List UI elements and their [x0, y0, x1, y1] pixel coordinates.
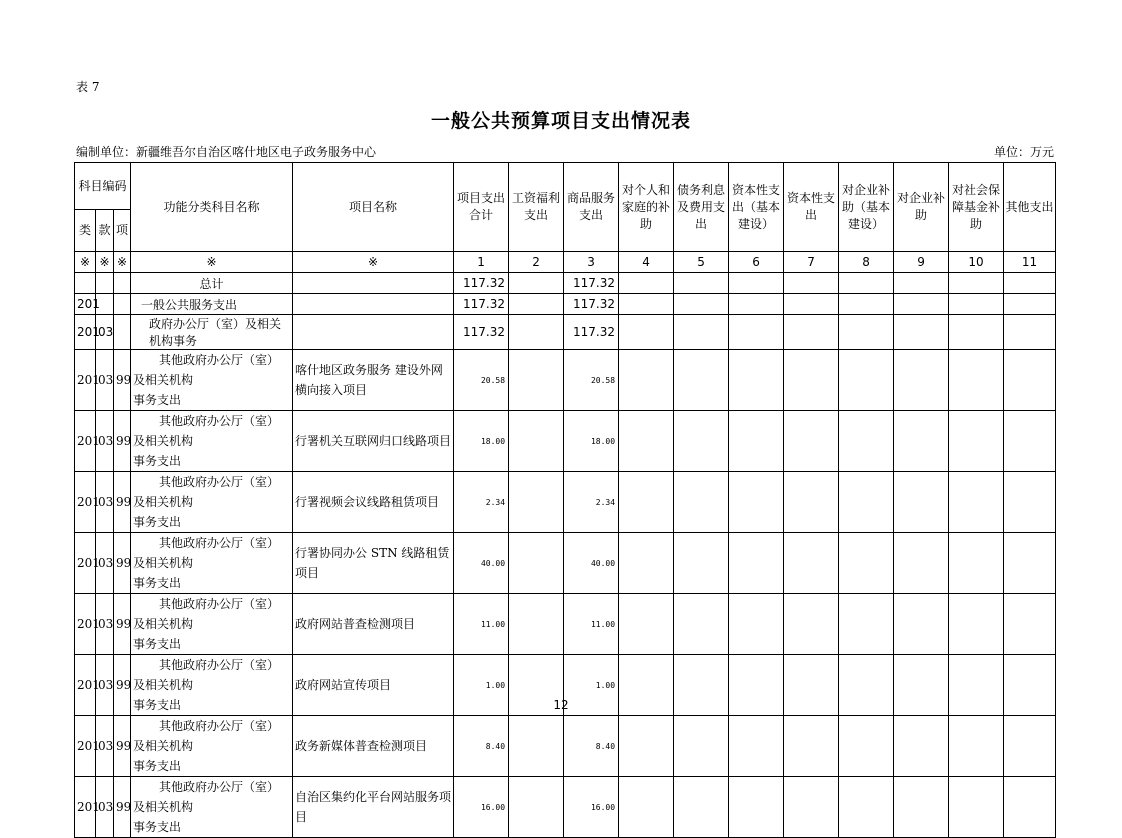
cell-empty [619, 315, 674, 350]
cell-empty [674, 273, 729, 294]
cell-goods: 2.34 [564, 472, 619, 533]
cell-empty [1004, 315, 1056, 350]
cell-empty [619, 533, 674, 594]
cell-empty [509, 594, 564, 655]
cell-func-name: 总计 [131, 273, 293, 294]
header-col-5: 债务利息及费用支出 [674, 163, 729, 252]
cell-total: 8.40 [454, 716, 509, 777]
num-cell: 6 [729, 252, 784, 273]
table-row-category [75, 294, 1056, 315]
num-cell: ※ [96, 252, 114, 273]
cell-empty [839, 716, 894, 777]
cell-empty [949, 533, 1004, 594]
table-row-item [75, 350, 1056, 411]
func-line-1: 其他政府办公厅（室）及相关机构 [133, 658, 280, 692]
cell-proj-name: 行署机关互联网归口线路项目 [293, 411, 454, 472]
cell-empty [784, 472, 839, 533]
cell-empty [839, 273, 894, 294]
cell-empty [839, 294, 894, 315]
cell-total: 18.00 [454, 411, 509, 472]
cell-empty [509, 294, 564, 315]
cell-empty [839, 472, 894, 533]
cell-lei: 201 [75, 594, 96, 655]
cell-kuan: 03 [96, 472, 114, 533]
num-cell: ※ [114, 252, 131, 273]
cell-empty [674, 777, 729, 838]
cell-empty [839, 777, 894, 838]
cell-empty [894, 594, 949, 655]
cell-empty [619, 411, 674, 472]
cell-empty [674, 411, 729, 472]
cell-kuan: 03 [96, 655, 114, 716]
header-col-7: 资本性支出 [784, 163, 839, 252]
cell-empty [894, 315, 949, 350]
cell-empty [674, 315, 729, 350]
cell-xiang: 99 [114, 716, 131, 777]
header-code-group: 科目编码 [75, 163, 131, 210]
header-col-11: 其他支出 [1004, 163, 1056, 252]
cell-empty [949, 315, 1004, 350]
cell-empty [784, 411, 839, 472]
cell-empty [509, 472, 564, 533]
header-lei: 类 [75, 210, 96, 252]
cell-kuan: 03 [96, 350, 114, 411]
func-line-1: 其他政府办公厅（室）及相关机构 [133, 780, 280, 814]
num-cell: ※ [75, 252, 96, 273]
cell-total: 20.58 [454, 350, 509, 411]
cell-empty [619, 472, 674, 533]
cell-empty [949, 594, 1004, 655]
cell-empty [674, 350, 729, 411]
cell-empty [784, 777, 839, 838]
cell-func-name [131, 533, 293, 594]
table-label: 表 7 [76, 80, 100, 94]
cell-empty [784, 533, 839, 594]
table-row-total [75, 273, 1056, 294]
cell-goods: 1.00 [564, 655, 619, 716]
header-func-name: 功能分类科目名称 [131, 163, 293, 252]
cell-proj-name: 行署协同办公 STN 线路租赁项目 [293, 533, 454, 594]
cell-func-name [131, 350, 293, 411]
num-cell: 9 [894, 252, 949, 273]
cell-empty [509, 716, 564, 777]
cell-total: 117.32 [454, 273, 509, 294]
cell-empty [949, 411, 1004, 472]
cell-empty [729, 533, 784, 594]
cell-goods: 20.58 [564, 350, 619, 411]
cell-proj-name: 自治区集约化平台网站服务项目 [293, 777, 454, 838]
cell-kuan: 03 [96, 716, 114, 777]
cell-lei: 201 [75, 472, 96, 533]
cell-empty [674, 472, 729, 533]
cell-total: 117.32 [454, 294, 509, 315]
cell-lei: 201 [75, 315, 96, 350]
cell-xiang: 99 [114, 350, 131, 411]
cell-empty [509, 533, 564, 594]
cell-total: 2.34 [454, 472, 509, 533]
cell-xiang [114, 273, 131, 294]
func-line-1: 其他政府办公厅（室）及相关机构 [133, 536, 280, 570]
cell-empty [674, 533, 729, 594]
num-cell: 3 [564, 252, 619, 273]
num-cell: 4 [619, 252, 674, 273]
cell-empty [839, 315, 894, 350]
cell-lei: 201 [75, 655, 96, 716]
table-row-item [75, 411, 1056, 472]
cell-empty [784, 350, 839, 411]
cell-goods: 16.00 [564, 777, 619, 838]
cell-func-name [131, 777, 293, 838]
cell-empty [674, 716, 729, 777]
cell-empty [509, 777, 564, 838]
cell-empty [729, 594, 784, 655]
cell-goods: 18.00 [564, 411, 619, 472]
cell-empty [949, 350, 1004, 411]
cell-empty [839, 350, 894, 411]
cell-empty [619, 777, 674, 838]
cell-total: 1.00 [454, 655, 509, 716]
page-number: 12 [553, 698, 569, 712]
cell-empty [894, 294, 949, 315]
cell-proj-name [293, 315, 454, 350]
cell-xiang: 99 [114, 533, 131, 594]
cell-kuan: 03 [96, 411, 114, 472]
cell-func-name [131, 594, 293, 655]
compiling-unit: 编制单位：新疆维吾尔自治区喀什地区电子政务服务中心 [76, 145, 377, 159]
cell-func-name [131, 411, 293, 472]
cell-empty [619, 350, 674, 411]
header-col-9: 对企业补助 [894, 163, 949, 252]
num-cell: ※ [293, 252, 454, 273]
cell-empty [729, 315, 784, 350]
cell-lei: 201 [75, 533, 96, 594]
cell-func-name: 一般公共服务支出 [131, 294, 293, 315]
cell-empty [839, 533, 894, 594]
table-row-section [75, 315, 1056, 350]
func-line-2: 事务支出 [133, 698, 182, 712]
num-cell: 2 [509, 252, 564, 273]
cell-total: 117.32 [454, 315, 509, 350]
cell-empty [894, 716, 949, 777]
cell-empty [509, 315, 564, 350]
currency-unit: 单位：万元 [993, 145, 1054, 159]
cell-total: 16.00 [454, 777, 509, 838]
cell-lei: 201 [75, 294, 96, 315]
cell-empty [729, 273, 784, 294]
cell-empty [1004, 411, 1056, 472]
cell-func-name [131, 472, 293, 533]
cell-empty [729, 472, 784, 533]
table-row-item [75, 777, 1056, 838]
table-row-item [75, 533, 1056, 594]
cell-total: 40.00 [454, 533, 509, 594]
num-cell: 7 [784, 252, 839, 273]
cell-lei: 201 [75, 350, 96, 411]
func-line-1: 其他政府办公厅（室）及相关机构 [133, 414, 280, 448]
cell-goods: 117.32 [564, 294, 619, 315]
page-title: 一般公共预算项目支出情况表 [430, 110, 691, 132]
cell-empty [1004, 294, 1056, 315]
cell-goods: 117.32 [564, 273, 619, 294]
cell-func-name: 政府办公厅（室）及相关机构事务 [131, 315, 293, 350]
cell-empty [729, 411, 784, 472]
num-cell: 8 [839, 252, 894, 273]
cell-empty [894, 273, 949, 294]
cell-empty [949, 716, 1004, 777]
cell-lei: 201 [75, 716, 96, 777]
num-cell: 11 [1004, 252, 1056, 273]
table-row-item [75, 594, 1056, 655]
num-cell: ※ [131, 252, 293, 273]
func-line-2: 事务支出 [133, 576, 182, 590]
cell-kuan: 03 [96, 777, 114, 838]
header-col-1: 项目支出合计 [454, 163, 509, 252]
cell-proj-name: 行署视频会议线路租赁项目 [293, 472, 454, 533]
cell-xiang: 99 [114, 655, 131, 716]
cell-empty [729, 350, 784, 411]
func-line-1: 其他政府办公厅（室）及相关机构 [133, 597, 280, 631]
header-xiang: 项 [114, 210, 131, 252]
cell-empty [509, 273, 564, 294]
cell-empty [619, 294, 674, 315]
column-number-row [75, 252, 1056, 273]
cell-empty [894, 533, 949, 594]
cell-empty [509, 350, 564, 411]
func-line-2: 事务支出 [133, 393, 182, 407]
cell-empty [839, 594, 894, 655]
cell-empty [1004, 594, 1056, 655]
cell-empty [784, 273, 839, 294]
cell-xiang: 99 [114, 472, 131, 533]
func-line-1: 其他政府办公厅（室）及相关机构 [133, 719, 280, 753]
cell-xiang: 99 [114, 594, 131, 655]
num-cell: 10 [949, 252, 1004, 273]
cell-goods: 8.40 [564, 716, 619, 777]
func-line-2: 事务支出 [133, 637, 182, 651]
cell-empty [949, 294, 1004, 315]
func-line-2: 事务支出 [133, 820, 182, 834]
table-row-item [75, 716, 1056, 777]
cell-empty [619, 594, 674, 655]
header-col-6: 资本性支出（基本建设） [729, 163, 784, 252]
cell-proj-name: 政府网站普查检测项目 [293, 594, 454, 655]
cell-xiang [114, 315, 131, 350]
cell-total: 11.00 [454, 594, 509, 655]
cell-proj-name: 政府网站宣传项目 [293, 655, 454, 716]
cell-empty [894, 411, 949, 472]
cell-proj-name: 政务新媒体普查检测项目 [293, 716, 454, 777]
cell-kuan: 03 [96, 594, 114, 655]
func-line-1: 其他政府办公厅（室）及相关机构 [133, 475, 280, 509]
func-line-2: 事务支出 [133, 515, 182, 529]
cell-empty [949, 777, 1004, 838]
cell-goods: 117.32 [564, 315, 619, 350]
cell-empty [1004, 350, 1056, 411]
budget-table [74, 162, 1056, 838]
cell-empty [729, 777, 784, 838]
cell-empty [1004, 533, 1056, 594]
header-col-2: 工资福利支出 [509, 163, 564, 252]
cell-empty [1004, 273, 1056, 294]
cell-kuan: 03 [96, 315, 114, 350]
cell-empty [784, 315, 839, 350]
cell-empty [894, 350, 949, 411]
table-row-item [75, 472, 1056, 533]
cell-empty [839, 411, 894, 472]
header-col-10: 对社会保障基金补助 [949, 163, 1004, 252]
cell-empty [674, 294, 729, 315]
func-line-1: 其他政府办公厅（室）及相关机构 [133, 353, 280, 387]
cell-empty [1004, 472, 1056, 533]
cell-kuan: 03 [96, 533, 114, 594]
cell-empty [1004, 716, 1056, 777]
cell-proj-name: 喀什地区政务服务 建设外网横向接入项目 [293, 350, 454, 411]
cell-goods: 40.00 [564, 533, 619, 594]
cell-xiang: 99 [114, 777, 131, 838]
header-col-4: 对个人和家庭的补助 [619, 163, 674, 252]
cell-empty [1004, 777, 1056, 838]
cell-proj-name [293, 294, 454, 315]
cell-func-name [131, 716, 293, 777]
cell-lei [75, 273, 96, 294]
header-col-3: 商品服务支出 [564, 163, 619, 252]
cell-empty [784, 716, 839, 777]
cell-empty [894, 777, 949, 838]
header-proj-name: 项目名称 [293, 163, 454, 252]
cell-goods: 11.00 [564, 594, 619, 655]
cell-lei: 201 [75, 411, 96, 472]
num-cell: 5 [674, 252, 729, 273]
func-line-2: 事务支出 [133, 454, 182, 468]
cell-empty [784, 294, 839, 315]
cell-xiang: 99 [114, 411, 131, 472]
cell-proj-name [293, 273, 454, 294]
cell-empty [949, 472, 1004, 533]
cell-empty [949, 273, 1004, 294]
header-col-8: 对企业补助（基本建设） [839, 163, 894, 252]
cell-empty [619, 716, 674, 777]
num-cell: 1 [454, 252, 509, 273]
cell-kuan [96, 273, 114, 294]
cell-empty [784, 594, 839, 655]
cell-empty [729, 716, 784, 777]
cell-empty [894, 472, 949, 533]
header-kuan: 款 [96, 210, 114, 252]
cell-empty [619, 273, 674, 294]
cell-lei: 201 [75, 777, 96, 838]
cell-empty [729, 294, 784, 315]
cell-empty [674, 594, 729, 655]
cell-empty [509, 411, 564, 472]
func-line-2: 事务支出 [133, 759, 182, 773]
cell-xiang [114, 294, 131, 315]
